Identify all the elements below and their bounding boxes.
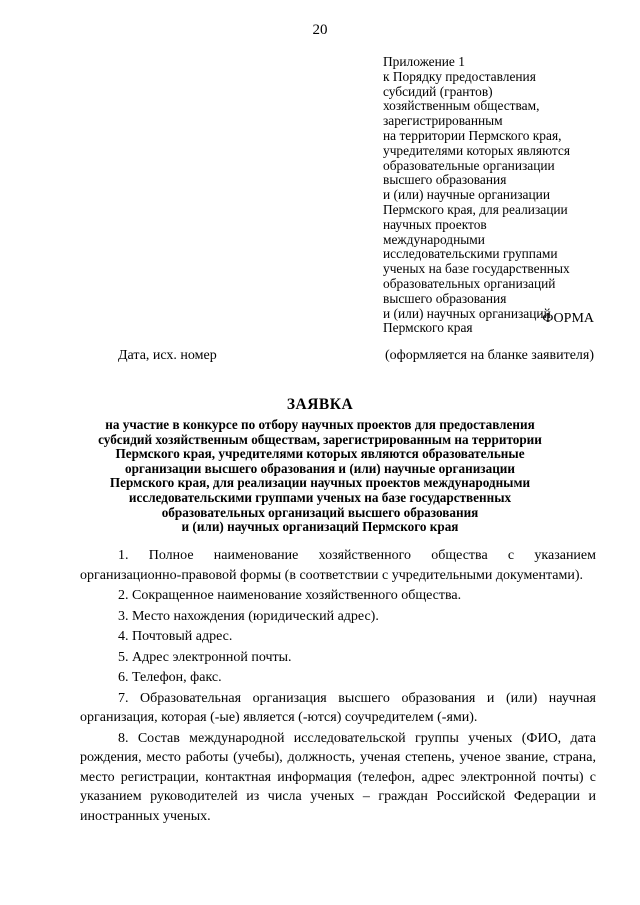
- list-item: 1. Полное наименование хозяйственного общества с указанием организационно-правовой формы (в соответствии с учредительными документами).: [80, 548, 596, 583]
- appendix-line: хозяйственным обществам,: [383, 98, 540, 114]
- subtitle-line: и (или) научных организаций Пермского края: [181, 519, 459, 535]
- appendix-line: образовательных организаций: [383, 275, 556, 291]
- form-label: ФОРМА: [542, 311, 594, 326]
- appendix-line: Приложение 1: [383, 54, 465, 69]
- appendix-line: на территории Пермского края,: [383, 127, 562, 143]
- list-item: 6. Телефон, факс.: [118, 670, 222, 685]
- list-item: 7. Образовательная организация высшего образования и (или) научная организация, которая (-ые) является (-ются) соучредителем (-ями).: [80, 690, 596, 725]
- appendix-line: к Порядку предоставления: [383, 68, 536, 84]
- subtitle-line: образовательных организаций высшего образования: [161, 504, 479, 520]
- appendix-line: высшего образования: [383, 290, 507, 306]
- appendix-line: зарегистрированным: [383, 113, 503, 129]
- subtitle-line: на участие в конкурсе по отбору научных проектов для предоставления: [105, 417, 535, 432]
- appendix-line: и (или) научные организации: [383, 187, 550, 203]
- subtitle-line: Пермского края, для реализации научных проектов международными: [109, 475, 531, 491]
- appendix-line: высшего образования: [383, 172, 507, 188]
- list-item: 2. Сокращенное наименование хозяйственного общества.: [118, 588, 462, 603]
- appendix-line: международными: [383, 231, 485, 247]
- page-number: 20: [312, 22, 328, 38]
- list-item: 4. Почтовый адрес.: [118, 629, 233, 644]
- list-item: 3. Место нахождения (юридический адрес).: [118, 608, 379, 624]
- subtitle-line: Пермского края, учредителями которых являются образовательные: [115, 446, 525, 462]
- list-item: 8. Состав международной исследовательской группы ученых (ФИО, дата рождения, место работы (учебы), должность, ученая степень, ученое звание, страна, место регистрации, контактная информация (телефон, адрес электронной почты) с указанием руководителей из числа ученых – граждан Российской Федерации и иностранных ученых.: [80, 730, 596, 824]
- appendix-line: образовательные организации: [383, 157, 555, 173]
- appendix-header: [383, 55, 570, 336]
- document-subtitle: [72, 418, 568, 535]
- subtitle-line: субсидий хозяйственным обществам, зарегистрированным на территории: [98, 431, 542, 447]
- subtitle-line: исследовательскими группами ученых на базе государственных: [128, 489, 512, 505]
- document-title: ЗАЯВКА: [286, 396, 354, 413]
- appendix-line: Пермского края, для реализации: [383, 201, 568, 217]
- subtitle-line: организации высшего образования и (или) научные организации: [124, 460, 515, 476]
- appendix-line: субсидий (грантов): [383, 83, 493, 99]
- appendix-line: Пермского края: [383, 320, 473, 336]
- appendix-line: и (или) научных организаций: [383, 305, 551, 321]
- appendix-line: ученых на базе государственных: [383, 261, 570, 277]
- date-label: Дата, исх. номер: [118, 348, 217, 363]
- list-item: 5. Адрес электронной почты.: [118, 649, 292, 665]
- items-list: [80, 546, 596, 826]
- blank-note: (оформляется на бланке заявителя): [384, 348, 594, 363]
- appendix-line: научных проектов: [383, 216, 487, 232]
- appendix-line: исследовательскими группами: [383, 246, 558, 262]
- appendix-line: учредителями которых являются: [383, 142, 571, 158]
